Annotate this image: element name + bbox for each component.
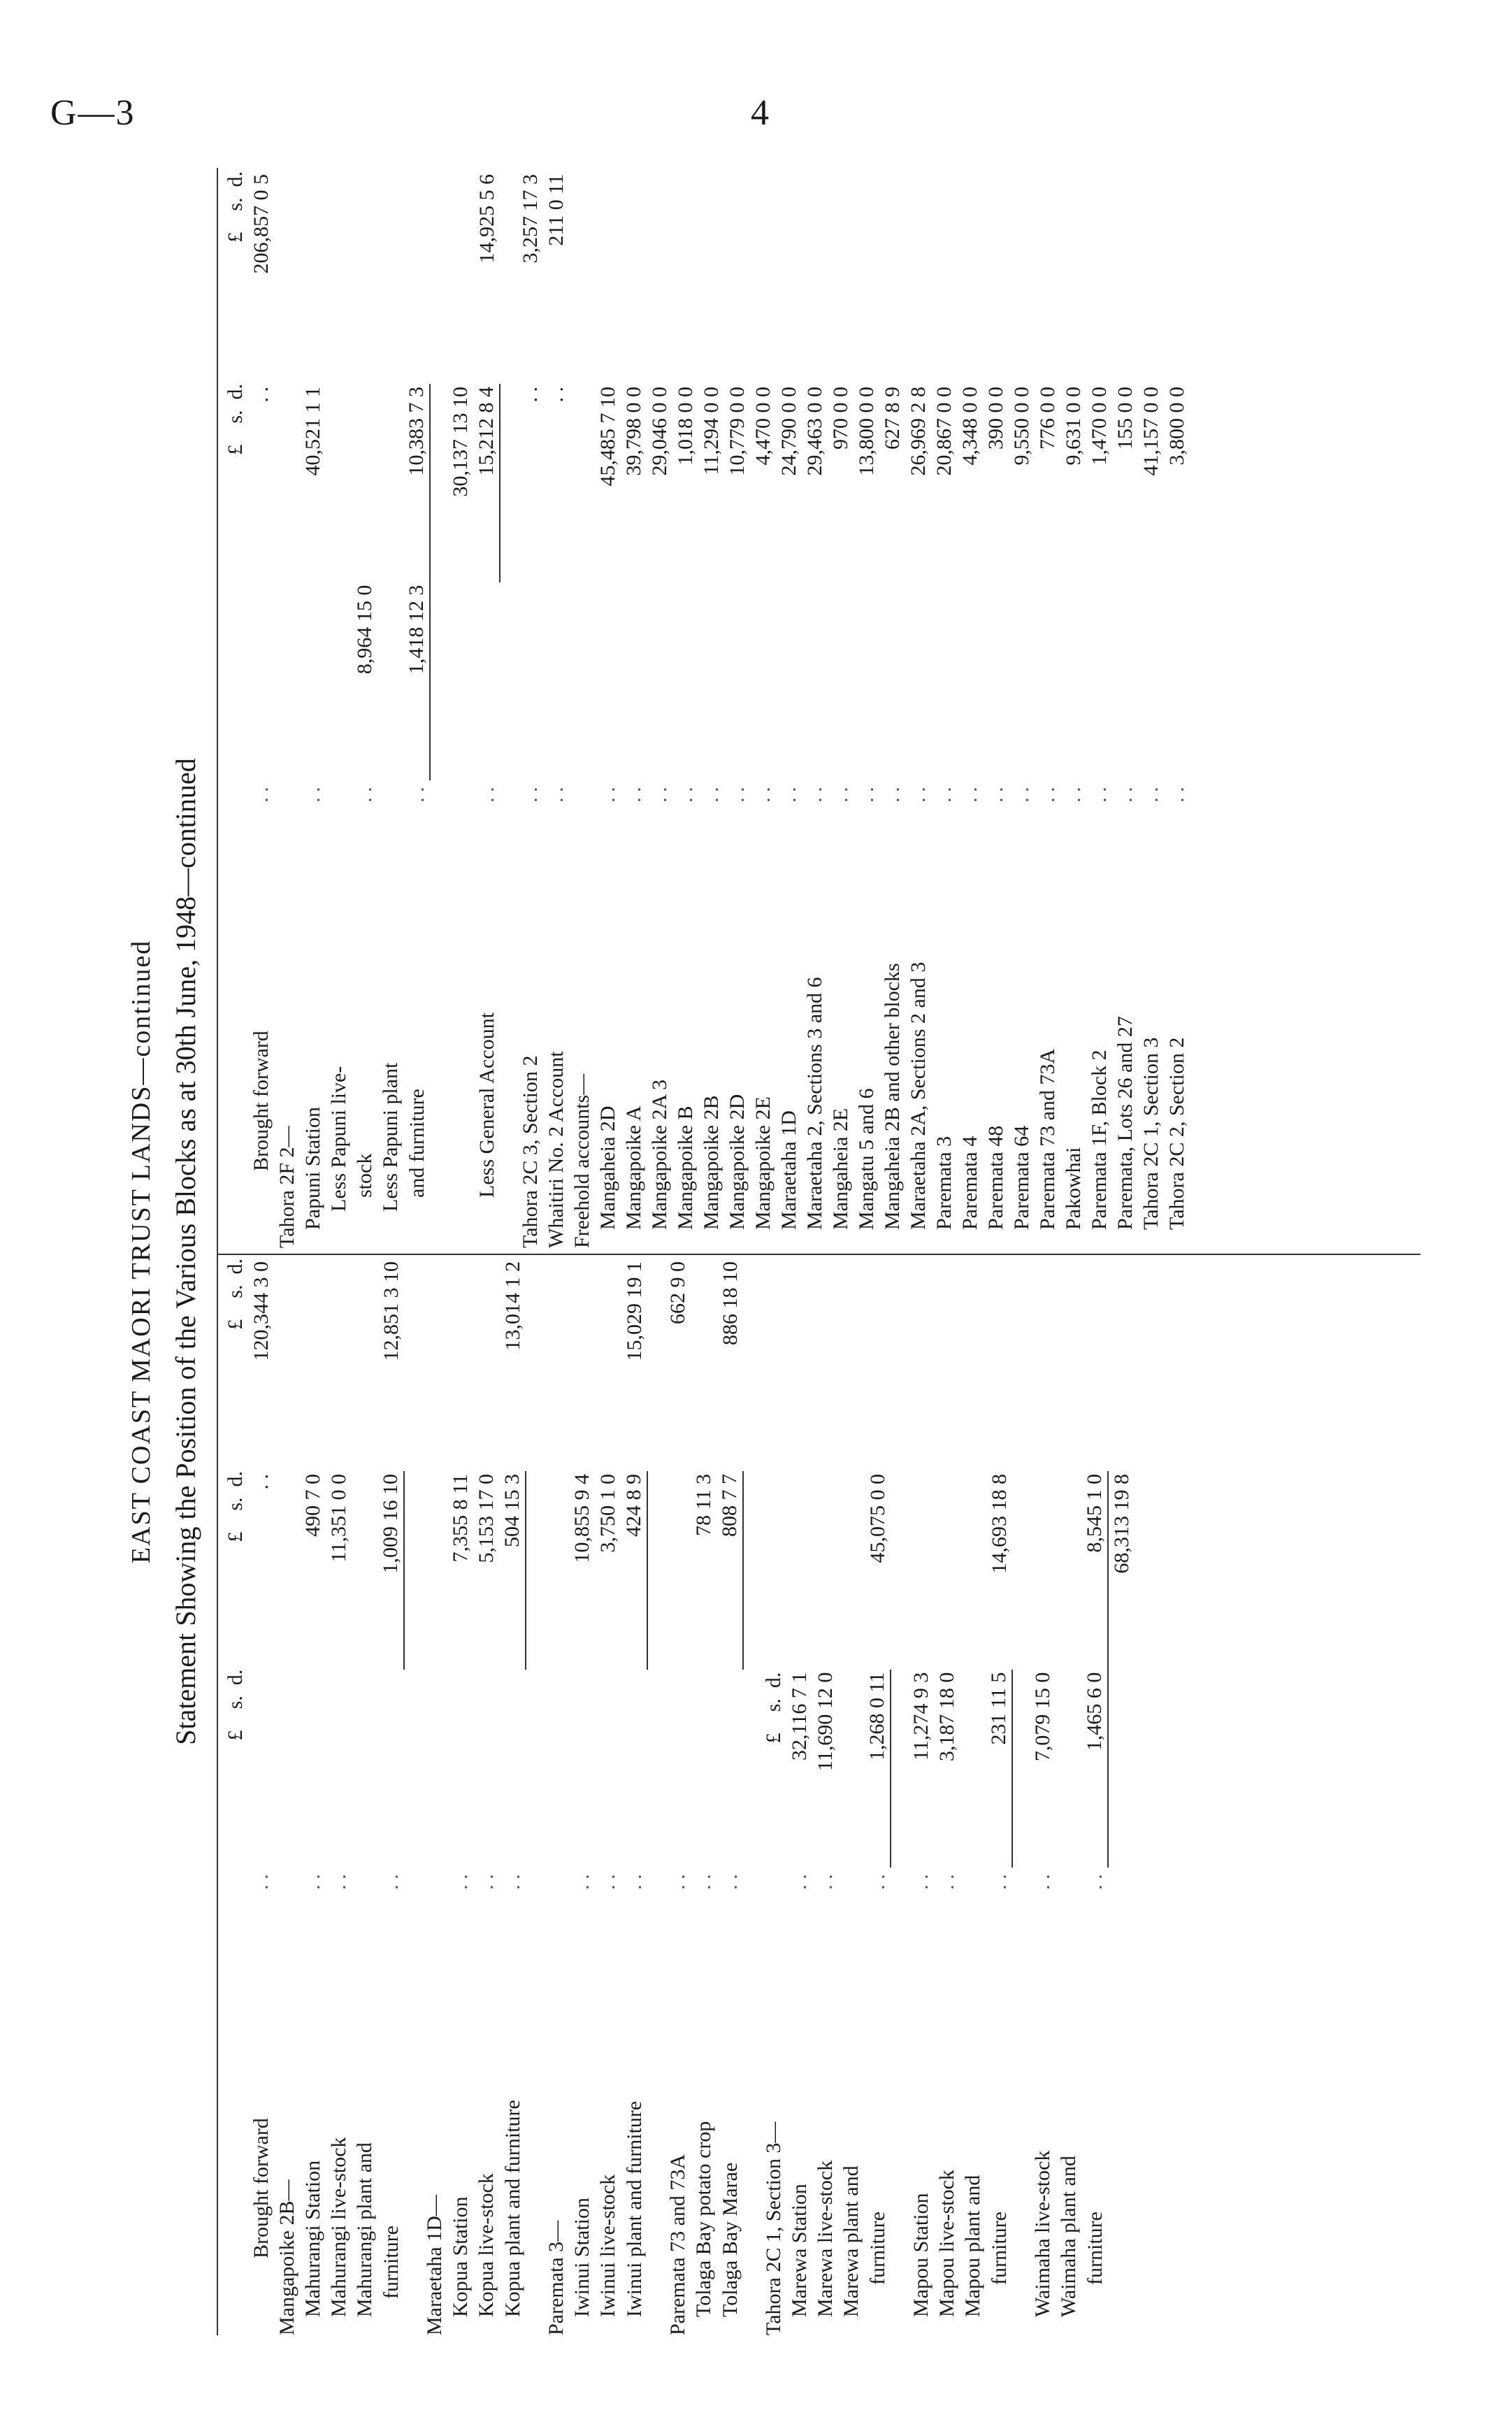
amount: 808 7 7 <box>717 1471 743 1670</box>
amount: 3,800 0 0 <box>1165 386 1188 466</box>
table-row: Kopua live-stock . . 5,153 17 0 <box>473 1259 499 2335</box>
table-row: Paremata 73 and 73A . . 662 9 0 <box>665 1259 691 2335</box>
list-item: Mangaheia 2B and other blocks . . 627 8 9 <box>879 171 905 1248</box>
item-label: Paremata 73 and 73A <box>1036 1048 1059 1230</box>
table-row <box>1056 1259 1081 2335</box>
item-label: Mangaheia 2B and other blocks <box>881 963 904 1230</box>
list-item: Mangapoike 2B . . 11,294 0 0 <box>698 171 724 1248</box>
item-label: Tolaga Bay potato crop <box>692 2121 715 2317</box>
table-row <box>377 171 403 1248</box>
amount: 78 11 3 <box>692 1473 715 1536</box>
item-label: furniture <box>866 2212 889 2285</box>
item-label: Mangapoike 2E <box>751 1096 775 1230</box>
item-label: furniture <box>1083 2212 1107 2285</box>
currency-header-row <box>222 1259 248 2335</box>
table-row: furniture . . 1,465 6 0 8,545 1 0 <box>1081 1259 1108 2335</box>
amount: 1,018 0 0 <box>674 386 697 466</box>
table-row <box>960 1259 986 2335</box>
table-row <box>352 1259 377 2335</box>
amount: 1,418 12 3 <box>403 582 430 781</box>
item-label: Paremata 3 <box>933 1135 956 1230</box>
item-label: Kopua plant and furniture <box>501 2100 524 2317</box>
amount: 662 9 0 <box>666 1261 689 1324</box>
amount: 29,463 0 0 <box>803 386 826 476</box>
block-total: 886 18 10 <box>719 1261 742 1345</box>
currency-header: £ s. d. <box>224 1470 247 1542</box>
item-label: Iwinui Station <box>570 2198 593 2317</box>
amount: 3,257 17 3 <box>519 174 542 264</box>
table-row <box>422 1259 447 2335</box>
right-table <box>222 171 1190 1248</box>
table-row: Brought forward . . . . 206,857 0 5 <box>248 171 274 1248</box>
item-label: Marewa plant and <box>840 2165 863 2317</box>
table-row: furniture . . 1,268 0 11 45,075 0 0 <box>864 1259 891 2335</box>
item-label: stock <box>353 1153 376 1198</box>
item-label: Marewa Station <box>788 2184 811 2317</box>
amount: 20,867 0 0 <box>933 386 956 476</box>
item-label: Paremata, Lots 26 and 27 <box>1114 1016 1137 1230</box>
list-item: Mangaheia 2E . . 970 0 0 <box>828 171 854 1248</box>
amount: 4,470 0 0 <box>751 386 775 466</box>
table-row: Iwinui Station . . 10,855 9 4 <box>569 1259 595 2335</box>
amount: 970 0 0 <box>829 386 852 450</box>
item-label: Less Papuni plant <box>379 1062 402 1212</box>
freehold-heading: Freehold accounts— <box>570 1073 593 1248</box>
statement-subtitle: Statement Showing the Position of the Various Blocks as at 30th June, 1948—continued <box>170 758 201 1745</box>
table-row: Kopua plant and furniture . . 504 15 3 13,014 1 2 <box>499 1259 526 2335</box>
list-item: Maraetaha 1D . . 24,790 0 0 <box>776 171 802 1248</box>
table-row: Tolaga Bay potato crop . . 78 11 3 <box>691 1259 717 2335</box>
item-label: Mangapoike 2A 3 <box>648 1080 671 1230</box>
page-number: 4 <box>751 93 769 133</box>
table-row: Tolaga Bay Marae . . 808 7 7 886 18 10 <box>717 1259 743 2335</box>
list-item: Paremata 73 and 73A . . 776 0 0 <box>1035 171 1060 1248</box>
item-label: Mapou live-stock <box>935 2170 958 2317</box>
item-label: Mangapoike B <box>674 1105 697 1230</box>
amount: 4,348 0 0 <box>958 386 981 466</box>
table-row: Iwinui plant and furniture . . 424 8 9 15,029 19 1 <box>621 1259 647 2335</box>
block-heading: Maraetaha 1D— <box>423 2195 446 2335</box>
table-row: Brought forward . . . . 120,344 3 0 <box>248 1259 274 2335</box>
left-table <box>222 1259 1135 2335</box>
table-row <box>274 171 300 1248</box>
amount: 26,969 2 8 <box>907 386 930 476</box>
amount: 1,009 16 10 <box>377 1471 404 1670</box>
currency-header: £ s. d. <box>224 1259 247 1330</box>
amount: 1,268 0 11 <box>864 1670 891 1868</box>
item-label: Waimaha live-stock <box>1031 2150 1054 2317</box>
block-heading: Tahora 2C 1, Section 3— <box>762 2121 785 2335</box>
item-label: Whaitiri No. 2 Account <box>545 1051 568 1248</box>
amount: 11,690 12 0 <box>814 1672 837 1772</box>
list-item: Paremata, Lots 26 and 27 . . 155 0 0 <box>1112 171 1138 1248</box>
block-heading: Tahora 2F 2— <box>275 1126 298 1248</box>
amount: 3,187 18 0 <box>935 1672 958 1762</box>
currency-header: £ s. d. <box>762 1672 785 1744</box>
left-column <box>222 1259 1135 2335</box>
tahora-total: 68,313 19 8 <box>1110 1473 1133 1574</box>
table-row: Marewa Station . . 32,116 7 1 <box>786 1259 812 2335</box>
item-label: Mangatu 5 and 6 <box>855 1088 878 1230</box>
table-row: Whaitiri No. 2 Account . . . . 211 0 11 <box>543 171 569 1248</box>
item-label: Paremata 64 <box>1010 1125 1033 1230</box>
currency-header: £ s. d. <box>224 171 247 243</box>
item-label: Tahora 2C 3, Section 2 <box>519 1055 542 1248</box>
block-heading: Paremata 3— <box>545 2220 568 2335</box>
subtotal: 45,075 0 0 <box>866 1473 889 1563</box>
list-item: Mangapoike B . . 1,018 0 0 <box>672 171 698 1248</box>
right-column <box>222 171 1190 1248</box>
item-label: Maraetaha 1D <box>777 1110 800 1230</box>
amount: 627 8 9 <box>881 386 904 450</box>
amount: 45,485 7 10 <box>596 386 619 487</box>
subtotal: 8,545 1 0 <box>1081 1471 1108 1670</box>
item-label: Papuni Station <box>301 1107 324 1230</box>
amount: 1,465 6 0 <box>1081 1670 1108 1868</box>
item-label: Mangapoike 2B <box>700 1095 723 1230</box>
block-total: 13,014 1 2 <box>501 1261 524 1351</box>
table-row: furniture . . 1,009 16 10 12,851 3 10 <box>377 1259 404 2335</box>
table-row: Tahora 2C 3, Section 2 . . . . 3,257 17 3 <box>517 171 543 1248</box>
item-label: Marewa live-stock <box>814 2160 837 2317</box>
amount: 32,116 7 1 <box>788 1672 811 1761</box>
item-label: Iwinui plant and furniture <box>623 2100 646 2317</box>
list-item: Pakowhai . . 9,631 0 0 <box>1060 171 1086 1248</box>
block-total: 12,851 3 10 <box>380 1261 403 1361</box>
list-item: Mangapoike 2A 3 . . 29,046 0 0 <box>647 171 672 1248</box>
item-label: Kopua Station <box>449 2196 472 2317</box>
table-row: Less General Account . . 15,212 8 4 14,925 5 6 <box>473 171 500 1248</box>
item-label: Maraetaha 2A, Sections 2 and 3 <box>907 961 930 1230</box>
table-row <box>543 1259 569 2335</box>
table-row: Mahurangi live-stock . . 11,351 0 0 <box>326 1259 352 2335</box>
amount: 211 0 11 <box>545 174 568 246</box>
amount: 504 15 3 <box>499 1471 526 1670</box>
item-label: Mahurangi Station <box>301 2160 324 2317</box>
item-label: Less Papuni live- <box>327 1066 350 1212</box>
table-row: Mahurangi Station . . 490 7 0 <box>300 1259 326 2335</box>
item-label: Pakowhai <box>1062 1147 1085 1230</box>
list-item: Maraetaha 2, Sections 3 and 6 . . 29,463 0 0 <box>802 171 828 1248</box>
amount: 11,294 0 0 <box>700 386 723 475</box>
statement-body <box>112 168 1426 2335</box>
amount: 40,521 1 1 <box>301 386 324 476</box>
item-label: Maraetaha 2, Sections 3 and 6 <box>803 977 826 1230</box>
item-label: Mahurangi live-stock <box>327 2137 350 2317</box>
table-row: Papuni Station . . 40,521 1 1 <box>300 171 326 1248</box>
list-item: Maraetaha 2A, Sections 2 and 3 . . 26,969 2 8 <box>905 171 931 1248</box>
subtotal: 14,693 18 8 <box>988 1473 1011 1574</box>
amount: 29,046 0 0 <box>648 386 671 476</box>
item-label: Iwinui live-stock <box>596 2174 619 2317</box>
amount: 11,274 9 3 <box>909 1672 933 1761</box>
amount: 9,550 0 0 <box>1010 386 1033 466</box>
table-row <box>761 1259 786 2335</box>
amount: 10,779 0 0 <box>726 386 749 476</box>
amount: 120,344 3 0 <box>250 1261 273 1361</box>
table-row: Kopua Station . . 7,355 8 11 <box>447 1259 473 2335</box>
currency-header-row <box>222 171 248 1248</box>
table-row: and furniture . . 1,418 12 3 10,383 7 3 <box>403 171 430 1248</box>
block-total: 14,925 5 6 <box>475 174 498 264</box>
list-item: Mangapoike 2E . . 4,470 0 0 <box>750 171 776 1248</box>
report-code: G—3 <box>50 93 136 133</box>
amount: 5,153 17 0 <box>475 1473 498 1563</box>
item-label: furniture <box>380 2226 403 2299</box>
amount: 490 7 0 <box>301 1473 324 1537</box>
item-label: Paremata 1F, Block 2 <box>1088 1049 1111 1230</box>
list-item: Tahora 2C 2, Section 2 . . 3,800 0 0 <box>1164 171 1190 1248</box>
top-rule <box>217 168 218 2335</box>
list-item: Mangapoike 2D . . 10,779 0 0 <box>724 171 750 1248</box>
amount: 155 0 0 <box>1114 386 1137 450</box>
item-label: Mahurangi plant and <box>353 2142 376 2317</box>
amount: 8,964 15 0 <box>353 585 376 675</box>
amount: 1,470 0 0 <box>1088 386 1111 466</box>
amount: 7,079 15 0 <box>1031 1672 1054 1762</box>
list-item: Paremata 1F, Block 2 . . 1,470 0 0 <box>1086 171 1112 1248</box>
table-row <box>326 171 352 1248</box>
amount: 424 8 9 <box>621 1471 647 1670</box>
list-item: Mangatu 5 and 6 . . 13,800 0 0 <box>854 171 879 1248</box>
brought-forward-label: Brought forward <box>250 1031 273 1171</box>
item-label: Mapou plant and <box>961 2174 984 2317</box>
table-row: stock . . 8,964 15 0 <box>352 171 377 1248</box>
amount: 390 0 0 <box>984 386 1007 450</box>
table-row <box>274 1259 300 2335</box>
table-row <box>1108 1259 1135 2335</box>
table-row: Mapou Station . . 11,274 9 3 <box>908 1259 934 2335</box>
table-row <box>447 171 473 1248</box>
amount: 9,631 0 0 <box>1062 386 1085 466</box>
list-item: Paremata 64 . . 9,550 0 0 <box>1009 171 1035 1248</box>
list-item: Paremata 48 . . 390 0 0 <box>983 171 1009 1248</box>
item-label: Less General Account <box>475 1012 498 1198</box>
table-row <box>838 1259 864 2335</box>
item-label: Paremata 48 <box>984 1125 1007 1230</box>
amount: 3,750 1 0 <box>596 1473 619 1553</box>
amount: 13,800 0 0 <box>855 386 878 476</box>
item-label: Mangapoike A <box>622 1105 645 1230</box>
item-label: Kopua live-stock <box>475 2173 498 2317</box>
brought-forward-label: Brought forward <box>250 2118 273 2258</box>
amount: 41,157 0 0 <box>1139 386 1162 476</box>
item-label: Waimaha plant and <box>1057 2156 1080 2317</box>
amount: 10,855 9 4 <box>570 1473 593 1563</box>
table-row: furniture . . 231 11 5 14,693 18 8 <box>986 1259 1012 2335</box>
net-amount: 30,137 13 10 <box>449 386 472 497</box>
freehold-list <box>595 171 1190 1248</box>
item-label: Tahora 2C 1, Section 3 <box>1139 1037 1162 1230</box>
amount: 15,212 8 4 <box>473 384 500 582</box>
item-label: Paremata 4 <box>958 1135 981 1230</box>
list-item: Paremata 3 . . 20,867 0 0 <box>931 171 957 1248</box>
table-row: Waimaha live-stock . . 7,079 15 0 <box>1030 1259 1056 2335</box>
block-heading: Mangapoike 2B— <box>275 2179 298 2335</box>
item-label: Mapou Station <box>909 2193 933 2317</box>
item-label: Tolaga Bay Marae <box>719 2162 742 2317</box>
item-label: Tahora 2C 2, Section 2 <box>1165 1037 1188 1230</box>
list-item: Paremata 4 . . 4,348 0 0 <box>957 171 983 1248</box>
currency-header: £ s. d. <box>224 1669 247 1741</box>
block-total: 15,029 19 1 <box>623 1261 646 1361</box>
column-divider <box>218 1254 1420 1255</box>
block-heading: Paremata 73 and 73A <box>666 2154 689 2335</box>
table-row: Iwinui live-stock . . 3,750 1 0 <box>595 1259 621 2335</box>
currency-header: £ s. d. <box>224 383 247 455</box>
item-label: Mangaheia 2D <box>596 1105 619 1230</box>
amount: 39,798 0 0 <box>622 386 645 476</box>
less-total: 10,383 7 3 <box>403 384 430 582</box>
item-label: furniture <box>988 2212 1011 2285</box>
list-item: Mangaheia 2D . . 45,485 7 10 <box>595 171 621 1248</box>
amount: 7,355 8 11 <box>449 1473 472 1563</box>
amount: 231 11 5 <box>986 1670 1012 1868</box>
item-label: Mangapoike 2D <box>726 1094 749 1230</box>
item-label: Mangaheia 2E <box>829 1108 852 1230</box>
list-item: Mangapoike A . . 39,798 0 0 <box>621 171 647 1248</box>
item-label: and furniture <box>405 1089 429 1198</box>
amount: 776 0 0 <box>1036 386 1059 450</box>
amount: 206,857 0 5 <box>250 174 273 274</box>
amount: 24,790 0 0 <box>777 386 800 476</box>
table-row: Mapou live-stock . . 3,187 18 0 <box>934 1259 960 2335</box>
amount: 11,351 0 0 <box>327 1473 350 1563</box>
statement-title: EAST COAST MAORI TRUST LANDS—continued <box>127 939 156 1564</box>
list-item: Tahora 2C 1, Section 3 . . 41,157 0 0 <box>1138 171 1164 1248</box>
table-row <box>569 171 595 1248</box>
table-row: Marewa live-stock . . 11,690 12 0 <box>812 1259 838 2335</box>
